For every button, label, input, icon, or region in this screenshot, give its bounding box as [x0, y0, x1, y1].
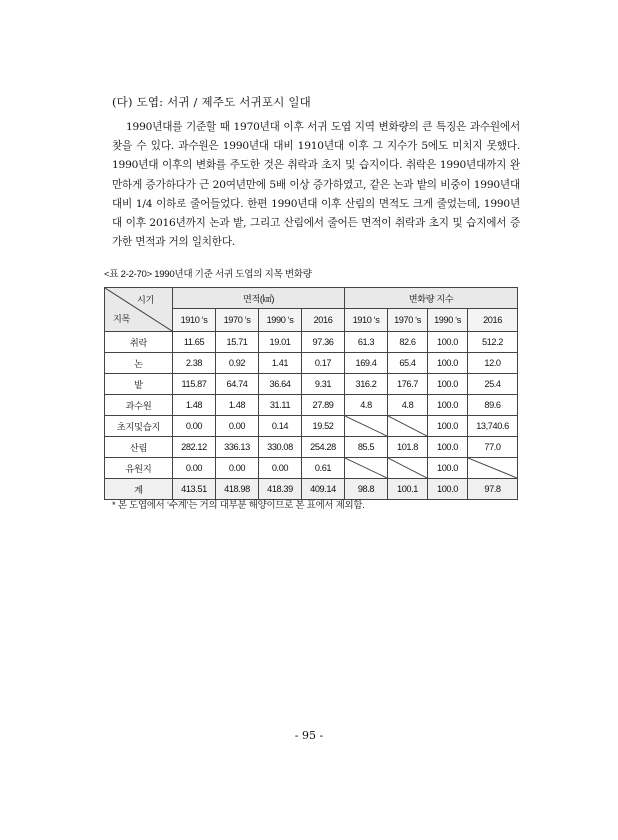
- corner-landuse-label: 지목: [113, 314, 130, 324]
- row-label: 논: [105, 353, 173, 374]
- diagonal-line: [345, 416, 387, 436]
- period-header: 1990 ‘s: [259, 309, 302, 332]
- area-value-cell: 409.14: [302, 479, 345, 500]
- index-value-cell: 512.2: [468, 332, 518, 353]
- index-value-cell: 100.0: [428, 353, 468, 374]
- index-value-cell: 169.4: [345, 353, 388, 374]
- index-value-cell: 4.8: [388, 395, 428, 416]
- index-value-cell: 82.6: [388, 332, 428, 353]
- section-heading: (다) 도엽: 서귀 / 제주도 서귀포시 일대: [112, 95, 311, 109]
- index-value-cell: 85.5: [345, 437, 388, 458]
- empty-cell: [345, 416, 388, 437]
- index-value-cell: 97.8: [468, 479, 518, 500]
- table-row: [105, 332, 518, 353]
- page-number: - 95 -: [294, 729, 324, 742]
- area-value-cell: 330.08: [259, 437, 302, 458]
- period-header: 1910 ‘s: [173, 309, 216, 332]
- row-label: 과수원: [105, 395, 173, 416]
- area-value-cell: 1.48: [216, 395, 259, 416]
- area-value-cell: 9.31: [302, 374, 345, 395]
- area-value-cell: 1.41: [259, 353, 302, 374]
- index-value-cell: 316.2: [345, 374, 388, 395]
- area-value-cell: 418.98: [216, 479, 259, 500]
- index-value-cell: 65.4: [388, 353, 428, 374]
- row-label: 취락: [105, 332, 173, 353]
- table-row: [105, 353, 518, 374]
- area-value-cell: 0.00: [173, 416, 216, 437]
- area-value-cell: 27.89: [302, 395, 345, 416]
- period-header: 1970 ‘s: [388, 309, 428, 332]
- index-value-cell: 98.8: [345, 479, 388, 500]
- index-value-cell: 100.0: [428, 479, 468, 500]
- index-value-cell: 100.1: [388, 479, 428, 500]
- diagonal-line: [388, 416, 427, 436]
- index-value-cell: 176.7: [388, 374, 428, 395]
- area-value-cell: 19.52: [302, 416, 345, 437]
- corner-header: [105, 288, 173, 332]
- index-value-cell: 100.0: [428, 332, 468, 353]
- index-value-cell: 89.6: [468, 395, 518, 416]
- area-value-cell: 336.13: [216, 437, 259, 458]
- area-value-cell: 254.28: [302, 437, 345, 458]
- table-footnote: * 본 도엽에서 ‘수계’는 거의 대부분 해양이므로 본 표에서 제외함.: [112, 499, 365, 510]
- area-value-cell: 0.92: [216, 353, 259, 374]
- index-value-cell: 101.8: [388, 437, 428, 458]
- period-header: 2016: [468, 309, 518, 332]
- area-value-cell: 31.11: [259, 395, 302, 416]
- area-value-cell: 64.74: [216, 374, 259, 395]
- index-value-cell: 4.8: [345, 395, 388, 416]
- period-header: 2016: [302, 309, 345, 332]
- index-value-cell: 100.0: [428, 395, 468, 416]
- row-label: 산림: [105, 437, 173, 458]
- area-value-cell: 115.87: [173, 374, 216, 395]
- table-caption: <표 2-2-70> 1990년대 기준 서귀 도엽의 지목 변화량: [104, 269, 312, 280]
- period-header: 1970 ‘s: [216, 309, 259, 332]
- corner-period-label: 시기: [137, 295, 154, 305]
- area-group-header: 면적(㎢): [173, 288, 345, 309]
- diagonal-line: [388, 458, 427, 478]
- index-value-cell: 13,740.6: [468, 416, 518, 437]
- table-row: [105, 374, 518, 395]
- area-value-cell: 15.71: [216, 332, 259, 353]
- area-value-cell: 0.00: [259, 458, 302, 479]
- area-value-cell: 0.00: [173, 458, 216, 479]
- index-value-cell: 100.0: [428, 374, 468, 395]
- diagonal-line: [345, 458, 387, 478]
- index-value-cell: 77.0: [468, 437, 518, 458]
- table-row: [105, 395, 518, 416]
- index-value-cell: 61.3: [345, 332, 388, 353]
- index-value-cell: 100.0: [428, 437, 468, 458]
- index-group-header: 변화량 지수: [345, 288, 518, 309]
- index-value-cell: 100.0: [428, 416, 468, 437]
- table-row: [105, 458, 518, 479]
- row-label: 초지및습지: [105, 416, 173, 437]
- area-value-cell: 11.65: [173, 332, 216, 353]
- period-header: 1910 ‘s: [345, 309, 388, 332]
- area-value-cell: 1.48: [173, 395, 216, 416]
- empty-cell: [345, 458, 388, 479]
- row-label: 밭: [105, 374, 173, 395]
- empty-cell: [388, 458, 428, 479]
- table-row: [105, 437, 518, 458]
- area-value-cell: 0.17: [302, 353, 345, 374]
- area-value-cell: 418.39: [259, 479, 302, 500]
- period-header: 1990 ‘s: [428, 309, 468, 332]
- area-value-cell: 0.00: [216, 416, 259, 437]
- area-value-cell: 0.61: [302, 458, 345, 479]
- land-change-table: [104, 287, 518, 500]
- empty-cell: [388, 416, 428, 437]
- index-value-cell: 12.0: [468, 353, 518, 374]
- table-row: [105, 416, 518, 437]
- row-label: 유원지: [105, 458, 173, 479]
- diagonal-line: [468, 458, 517, 478]
- index-value-cell: 25.4: [468, 374, 518, 395]
- area-value-cell: 2.38: [173, 353, 216, 374]
- empty-cell: [468, 458, 518, 479]
- index-value-cell: 100.0: [428, 458, 468, 479]
- area-value-cell: 97.36: [302, 332, 345, 353]
- area-value-cell: 282.12: [173, 437, 216, 458]
- row-label: 계: [105, 479, 173, 500]
- area-value-cell: 0.00: [216, 458, 259, 479]
- area-value-cell: 0.14: [259, 416, 302, 437]
- body-paragraph: 1990년대를 기준할 때 1970년대 이후 서귀 도엽 지역 변화량의 큰 특징은 과수원에서 찾을 수 있다. 과수원은 1990년대 대비 1910년대 이후 그 지수가 5에도 미치지 못했다. 1990년대 이후의 변화를 주도한 것은 취락과 초지 및 습지이다. 취락은 1990년대까지 완만하게 증가하다가 근 20여년만에 5배 이상 증가하였고, 같은 논과 밭의 비중이 1990년대 대비 1/4 이하로 줄어들었다. 한편 1990년대 이후 산림의 면적도 크게 줄었는데, 1990년대 이후 2016년까지 논과 밭, 그리고 산림에서 줄어든 면적이 취락과 초지 및 습지에서 증가한 면적과 거의 일치한다.: [112, 121, 520, 249]
- area-value-cell: 36.64: [259, 374, 302, 395]
- area-value-cell: 413.51: [173, 479, 216, 500]
- area-value-cell: 19.01: [259, 332, 302, 353]
